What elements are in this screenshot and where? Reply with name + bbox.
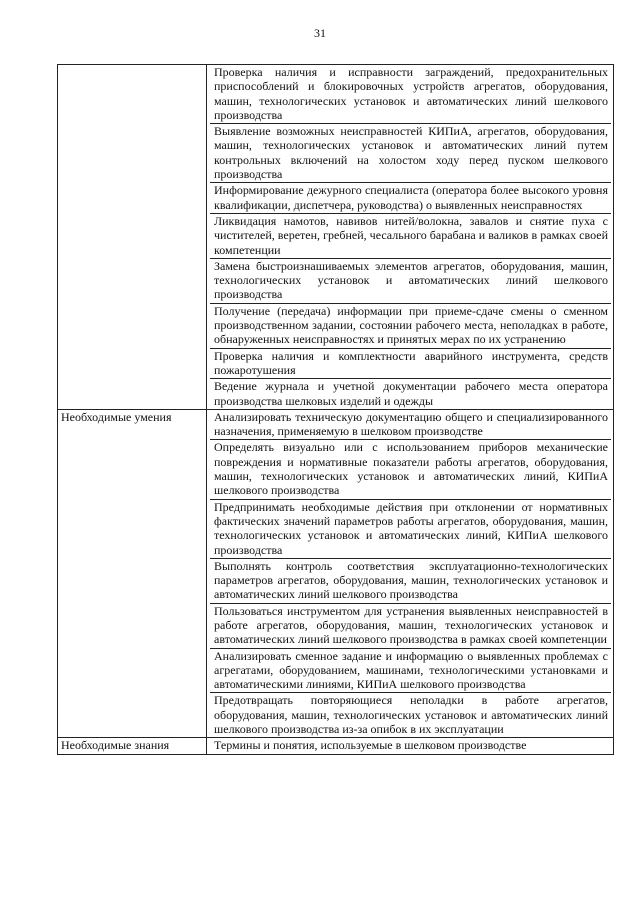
list-item: Термины и понятия, используемые в шелковом производстве [214, 738, 527, 753]
list-item: Проверка наличия и комплектности аварийного инструмента, средств пожаротушения [210, 349, 611, 380]
list-item: Проверка наличия и исправности заграждений, предохранительных приспособлений и блокировочных устройств агрегатов, оборудования, машин, технологических установок и автоматических линий шелкового производства [210, 65, 611, 124]
section-label [58, 65, 207, 410]
list-item: Анализировать сменное задание и информацию о выявленных проблемах с агрегатами, оборудованием, машинами, технологическими установками и автоматическими линиями, КИПиА шелкового производства [210, 649, 611, 694]
list-item: Анализировать техническую документацию общего и специализированного назначения, применяемую в шелковом производстве [210, 410, 611, 441]
list-item: Выполнять контроль соответствия эксплуатационно-технологических параметров агрегатов, оборудования, машин, технологических установок и автоматических линий шелкового производства [210, 559, 611, 604]
list-item: Предотвращать повторяющиеся неполадки в работе агрегатов, оборудования, машин, технологических установок и автоматических линий шелкового производства из-за опибок в их эксплуатации [214, 693, 608, 737]
list-item: Предпринимать необходимые действия при отклонении от нормативных фактических значений параметров работы агрегатов, оборудования, машин, технологических установок и автоматических линий, КИПиА шелкового производства [210, 500, 611, 559]
list-item: Определять визуально или с использованием приборов механические повреждения и нормативные показатели работы агрегатов, оборудования, машин, технологических установок и автоматических линий, КИПиА шелкового производства [210, 440, 611, 499]
section-label: Необходимые умения [58, 409, 207, 738]
list-item: Пользоваться инструментом для устранения выявленных неисправностей в работе агрегатов, оборудования, машин, технологических установок и автоматических линий шелкового производства в рамках своей компетенции [210, 604, 611, 649]
list-item: Получение (передача) информации при приеме-сдаче смены о сменном производственном задании, состоянии рабочего места, неполадках в работе, обнаруженных неисправностях и принятых мерах по их устранению [210, 304, 611, 349]
table-row [58, 738, 614, 754]
list-item: Замена быстроизнашиваемых элементов агрегатов, оборудования, машин, технологических установок и автоматических линий шелкового производства [210, 259, 611, 304]
list-item: Информирование дежурного специалиста (оператора более высокого уровня квалификации, диспетчера, руководства) о выявленных неисправностях [210, 183, 611, 214]
section-label: Необходимые знания [58, 738, 207, 754]
table-row [58, 409, 614, 738]
list-item: Выявление возможных неисправностей КИПиА, агрегатов, оборудования, машин, технологических установок и автоматических линий путем контрольных включений на холостом ходу перед пуском шелкового производства [210, 124, 611, 183]
list-item: Ликвидация намотов, навивов нитей/волокна, завалов и снятие пуха с чистителей, веретен, гребней, чесального барабана и валиков в рамках своей компетенции [210, 214, 611, 259]
qualification-table [57, 64, 614, 755]
list-item: Ведение журнала и учетной документации рабочего места оператора производства шелковых изделий и одежды [214, 379, 608, 408]
page-number: 31 [314, 26, 326, 40]
table-row [58, 65, 614, 410]
